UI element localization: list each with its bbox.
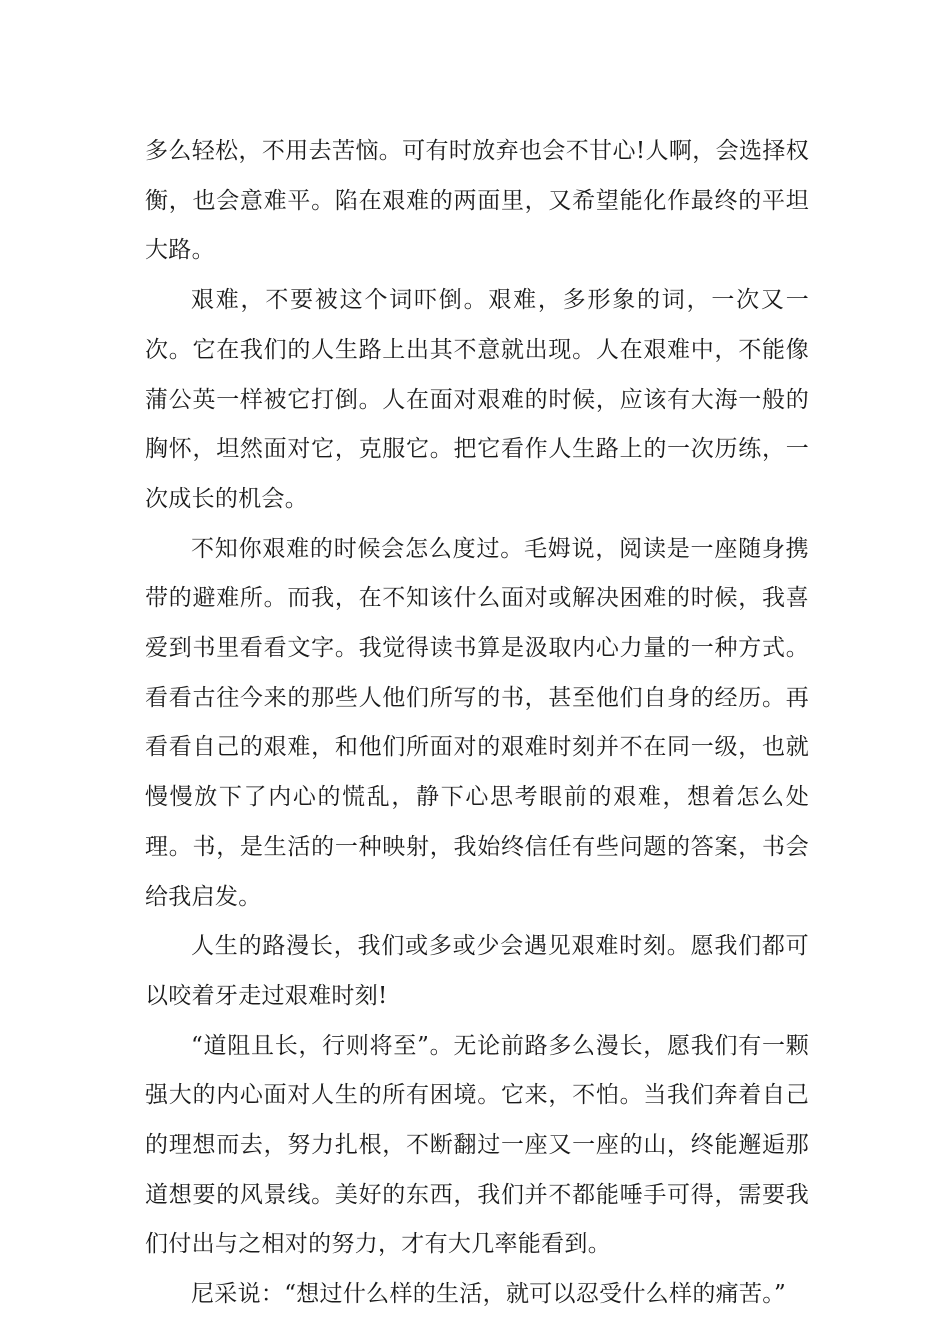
paragraph-reading: 不知你艰难的时候会怎么度过。毛姆说，阅读是一座随身携带的避难所。而我，在不知该什么面对或解决困难的时候，我喜爱到书里看看文字。我觉得读书算是汲取内心力量的一种方式。看看古往今来的那些人他们所写的书，甚至他们自身的经历。再看看自己的艰难，和他们所面对的艰难时刻并不在同一级，也就慢慢放下了内心的慌乱，静下心思考眼前的艰难，想着怎么处理。书，是生活的一种映射，我始终信任有些问题的答案，书会给我启发。	[145, 535, 809, 910]
paragraph-continuation: 多么轻松，不用去苦恼。可有时放弃也会不甘心!人啊，会选择权衡，也会意难平。陷在艰难的两面里，又希望能化作最终的平坦大路。	[145, 138, 809, 264]
paragraph-nietzsche: 尼采说：“想过什么样的生活，就可以忍受什么样的痛苦。”	[191, 1281, 787, 1308]
paragraph-hardship: 艰难，不要被这个词吓倒。艰难，多形象的词，一次又一次。它在我们的人生路上出其不意就出现。人在艰难中，不能像蒲公英一样被它打倒。人在面对艰难的时候，应该有大海一般的胸怀，坦然面对它，克服它。把它看作人生路上的一次历练，一次成长的机会。	[145, 287, 809, 512]
document-body	[145, 127, 809, 1320]
paragraph-quote-road: “道阻且长，行则将至”。无论前路多么漫长，愿我们有一颗强大的内心面对人生的所有困境。它来，不怕。当我们奔着自己的理想而去，努力扎根，不断翻过一座又一座的山，终能邂逅那道想要的风景线。美好的东西，我们并不都能唾手可得，需要我们付出与之相对的努力，才有大几率能看到。	[145, 1032, 809, 1258]
paragraph-long-road: 人生的路漫长，我们或多或少会遇见艰难时刻。愿我们都可以咬着牙走过艰难时刻!	[145, 933, 809, 1009]
